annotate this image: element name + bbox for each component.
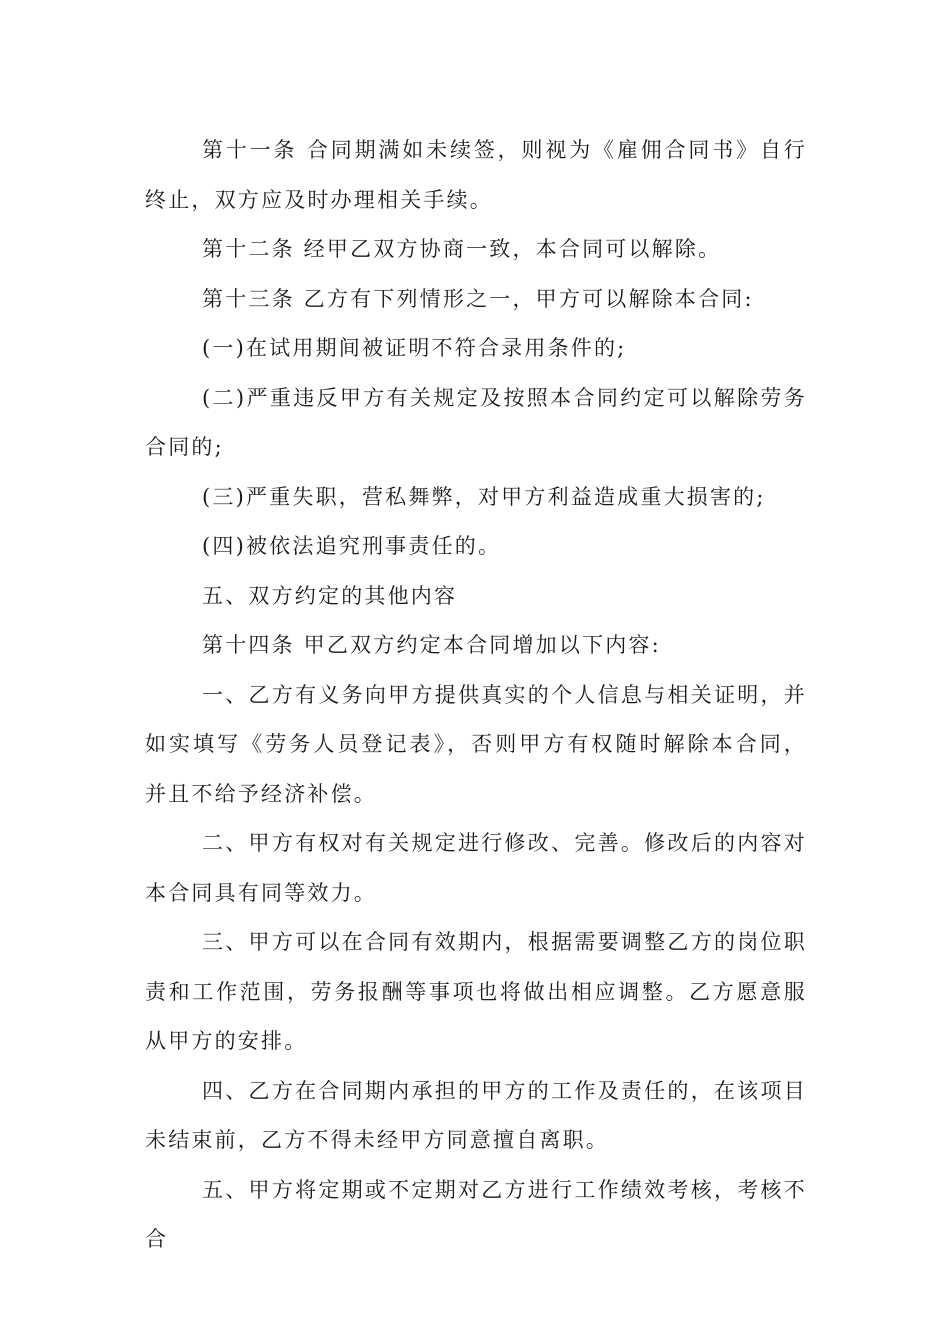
article-13-item-4: (四)被依法追究刑事责任的。 bbox=[202, 534, 502, 558]
article-13-item-1: (一)在试用期间被证明不符合录用条件的; bbox=[202, 336, 627, 360]
article-13-item-2: (二)严重违反甲方有关规定及按照本合同约定可以解除劳务合同的; bbox=[145, 385, 807, 459]
article-14: 第十四条 甲乙双方约定本合同增加以下内容: bbox=[202, 633, 661, 657]
article-14-clause-2: 二、甲方有权对有关规定进行修改、完善。修改后的内容对本合同具有同等效力。 bbox=[145, 831, 807, 905]
section-heading-other-content: 五、双方约定的其他内容 bbox=[202, 583, 458, 608]
article-14-clause-1: 一、乙方有义务向甲方提供真实的个人信息与相关证明，并如实填写《劳务人员登记表》，否则甲方有权随时解除本合同，并且不给予经济补偿。 bbox=[145, 682, 807, 806]
article-11: 第十一条 合同期满如未续签，则视为《雇佣合同书》自行终止，双方应及时办理相关手续。 bbox=[145, 138, 807, 212]
article-12: 第十二条 经甲乙双方协商一致，本合同可以解除。 bbox=[202, 237, 722, 261]
article-13: 第十三条 乙方有下列情形之一，甲方可以解除本合同: bbox=[202, 286, 754, 311]
document-page bbox=[145, 126, 807, 1265]
article-14-clause-5: 五、甲方将定期或不定期对乙方进行工作绩效考核，考核不合 bbox=[145, 1177, 807, 1251]
article-14-clause-3: 三、甲方可以在合同有效期内，根据需要调整乙方的岗位职责和工作范围，劳务报酬等事项也将做出相应调整。乙方愿意服从甲方的安排。 bbox=[145, 930, 807, 1053]
article-14-clause-4: 四、乙方在合同期内承担的甲方的工作及责任的，在该项目未结束前，乙方不得未经甲方同意擅自离职。 bbox=[145, 1078, 807, 1152]
article-13-item-3: (三)严重失职，营私舞弊，对甲方利益造成重大损害的; bbox=[202, 484, 766, 509]
